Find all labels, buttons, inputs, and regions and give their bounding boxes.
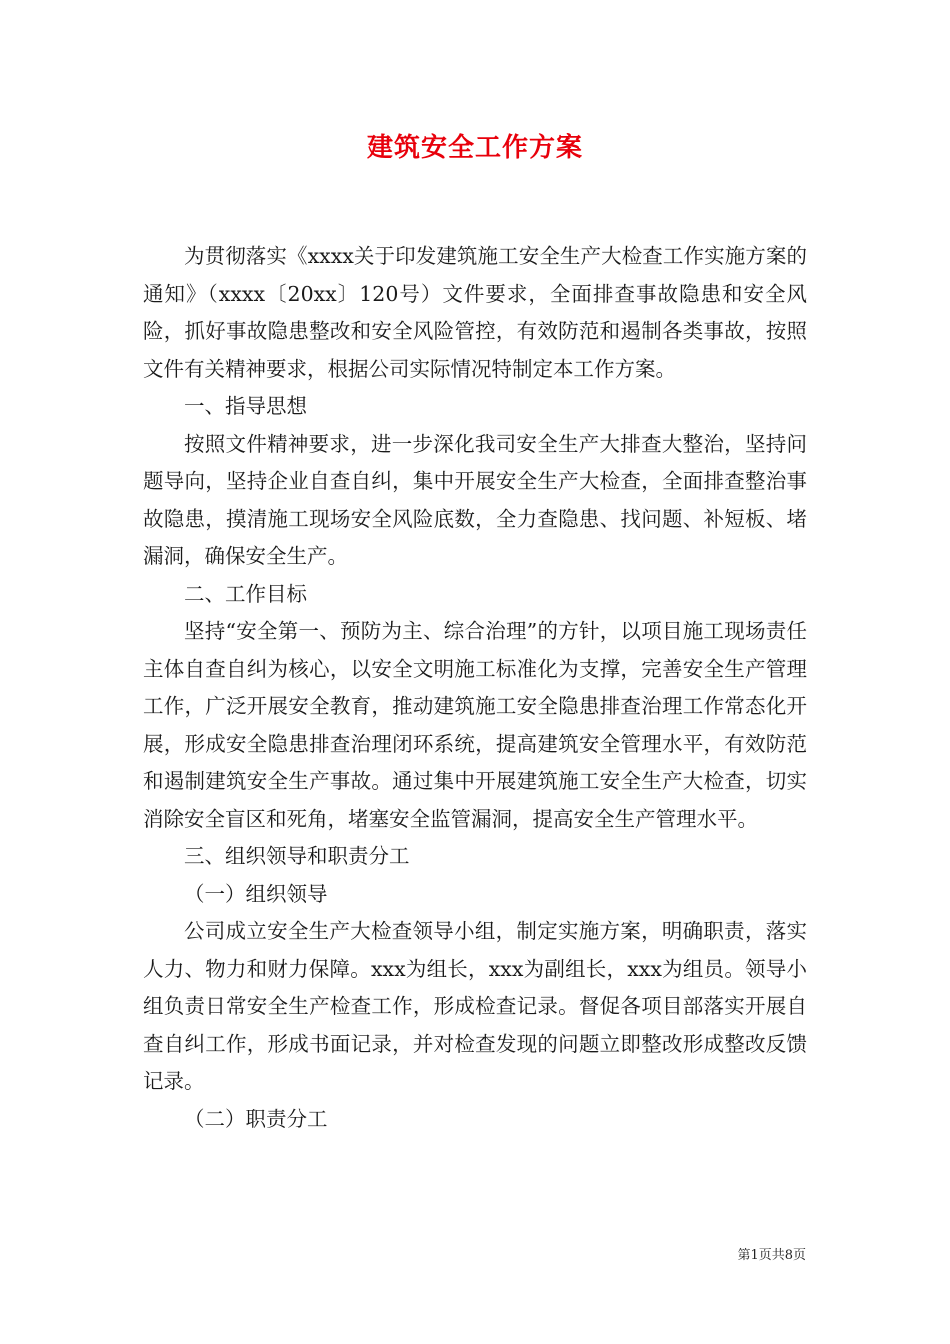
intro-paragraph: 为贯彻落实《xxxx关于印发建筑施工安全生产大检查工作实施方案的通知》（xxxx〔20xx〕120号）文件要求，全面排查事故隐患和安全风险，抓好事故隐患整改和安全风险管控，有效防范和遏制各类事故，按照文件有关精神要求，根据公司实际情况特制定本工作方案。 [143,244,807,381]
leadership-paragraph: 公司成立安全生产大检查领导小组，制定实施方案，明确职责，落实人力、物力和财力保障。xxx为组长，xxx为副组长，xxx为组员。领导小组负责日常安全生产检查工作，形成检查记录。督促各项目部落实开展自查自纠工作，形成书面记录，并对检查发现的问题立即整改形成整改反馈记录。 [143,919,807,1093]
page-number: 第1页共8页 [737,1248,806,1263]
guiding-ideology-paragraph: 按照文件精神要求，进一步深化我司安全生产大排查大整治，坚持问题导向，坚持企业自查自纠，集中开展安全生产大检查，全面排查整治事故隐患，摸清施工现场安全风险底数，全力查隐患、找问题、补短板、堵漏洞，确保安全生产。 [143,431,807,568]
section-heading-work-goals: 二、工作目标 [184,581,307,606]
work-goals-paragraph: 坚持“安全第一、预防为主、综合治理”的方针，以项目施工现场责任主体自查自纠为核心，以安全文明施工标准化为支撑，完善安全生产管理工作，广泛开展安全教育，推动建筑施工安全隐患排查治理工作常态化开展，形成安全隐患排查治理闭环系统，提高建筑安全管理水平，有效防范和遏制建筑安全生产事故。通过集中开展建筑施工安全生产大检查，切实消除安全盲区和死角，堵塞安全监管漏洞，提高安全生产管理水平。 [143,619,807,831]
section-heading-organization: 三、组织领导和职责分工 [184,844,410,868]
subsection-heading-responsibilities: （二）职责分工 [184,1106,328,1131]
section-heading-guiding-ideology: 一、指导思想 [184,394,307,418]
subsection-heading-leadership: （一）组织领导 [184,881,328,906]
document-title: 建筑安全工作方案 [366,133,583,163]
document-body [143,238,807,1138]
